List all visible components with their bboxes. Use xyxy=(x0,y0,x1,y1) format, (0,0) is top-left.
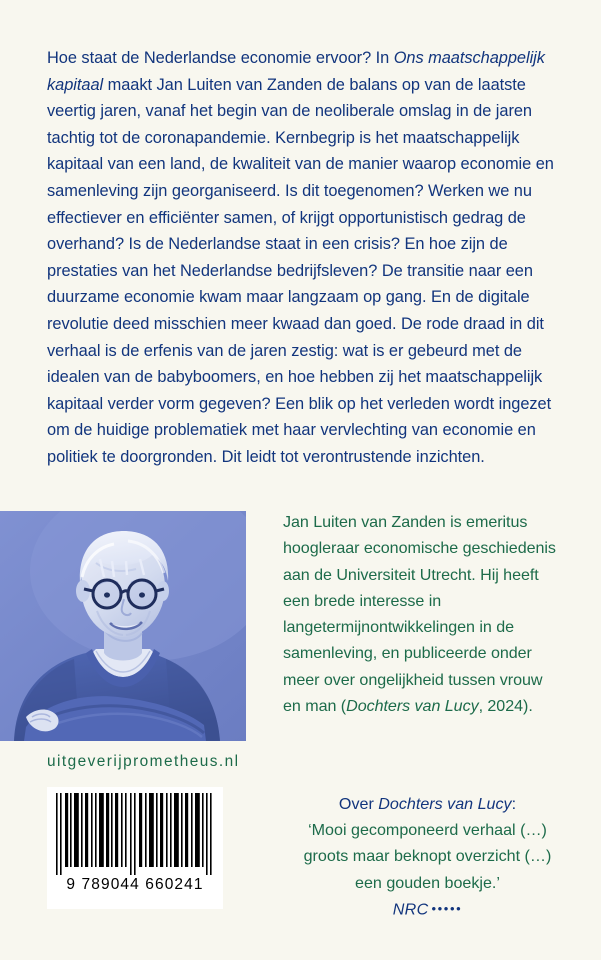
review-quote-block xyxy=(285,791,570,923)
author-bio xyxy=(283,509,563,719)
barcode-bars xyxy=(52,793,218,875)
review-quote-line-3: een gouden boekje.’ xyxy=(355,873,500,892)
review-quote-line-2: groots maar beknopt overzicht (…) xyxy=(303,847,552,866)
publisher-website-link[interactable]: uitgeverijprometheus.nl xyxy=(47,753,240,770)
author-bio-part2: , 2024). xyxy=(478,697,533,716)
isbn-barcode xyxy=(47,787,223,909)
review-over-prefix: Over xyxy=(338,795,379,813)
review-quote-line-1: ‘Mooi gecomponeerd verhaal (…) xyxy=(308,821,547,840)
blurb-text-part1: Hoe staat de Nederlandse economie ervoor? In xyxy=(47,49,394,67)
review-source-name: NRC xyxy=(392,900,429,919)
isbn-number: 9 789044 660241 xyxy=(66,876,204,893)
author-photo xyxy=(0,511,246,741)
author-portrait-illustration xyxy=(0,511,246,741)
book-blurb xyxy=(47,45,556,471)
author-bio-book-title: Dochters van Lucy xyxy=(346,697,479,716)
author-bio-part1: Jan Luiten van Zanden is emeritus hoogleraar economische geschiedenis aan de Universiteit Utrecht. Hij heeft een brede interesse in langetermijnontwikkelingen in de samenleving, en publiceerde onder meer over ongelijkheid tussen vrouw en man ( xyxy=(283,513,556,716)
review-source xyxy=(285,896,570,923)
blurb-book-title: Ons maatschappelijk kapitaal xyxy=(47,49,545,94)
blurb-text-part2: maakt Jan Luiten van Zanden de balans op van de laatste veertig jaren, vanaf het begin van de neoliberale omslag in de jaren tachtig tot de coronapandemie. Kernbegrip is het maatschappelijk kapitaal van een land, de kwaliteit van de manier waarop economie en samenleving zijn georganiseerd. Is dit toegenomen? Werken we nu effectiever en efficiënter samen, of krijgt opportunistisch gedrag de overhand? Is de Nederlandse staat in een crisis? En hoe zijn de prestaties van het Nederlandse bedrijfsleven? De transitie naar een duurzame economie kwam maar langzaam op gang. En de digitale revolutie deed misschien meer kwaad dan goed. De rode draad in dit verhaal is de erfenis van de jaren zestig: wat is er gebeurd met de idealen van de babyboomers, en hoe hebben zij het maatschappelijk kapitaal verder vorm gegeven? Een blik op het verleden wordt ingezet om de huidige problematiek met haar vervlechting van economie en politiek te doorgronden. Dit leidt tot verontrustende inzichten. xyxy=(47,75,554,466)
review-over-suffix: : xyxy=(511,795,517,813)
review-reviewed-title: Dochters van Lucy xyxy=(378,795,512,813)
review-source-intro xyxy=(339,795,516,813)
review-rating-dots: ••••• xyxy=(431,900,463,916)
